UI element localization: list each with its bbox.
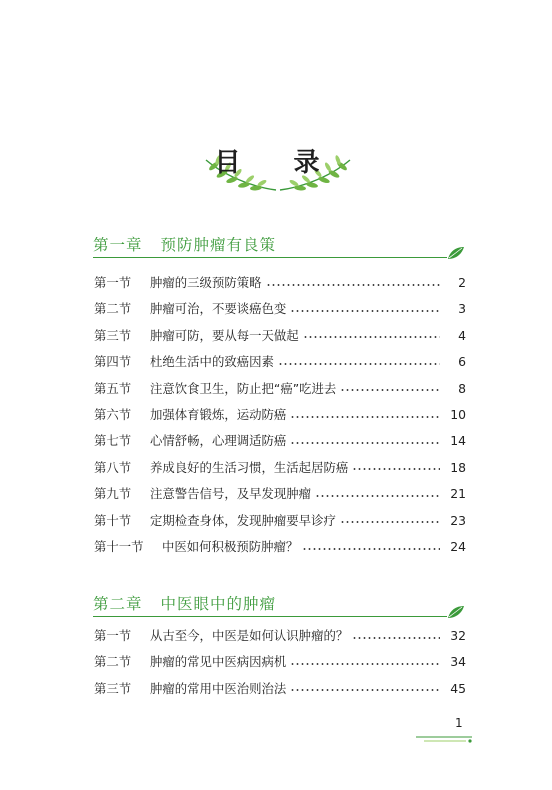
chapter-heading bbox=[93, 234, 465, 256]
page-ref: 45 bbox=[450, 680, 466, 696]
section-title: 肿瘤可防，要从每一天做起 bbox=[150, 327, 299, 343]
toc-entry[interactable] bbox=[94, 402, 466, 428]
page-number: 1 bbox=[455, 716, 463, 730]
toc-entry[interactable] bbox=[94, 428, 466, 454]
section-title: 加强体育锻炼，运动防癌 bbox=[150, 406, 287, 422]
page-ref: 24 bbox=[450, 538, 466, 554]
section-title: 心情舒畅，心理调适防癌 bbox=[150, 433, 287, 449]
page-ref: 10 bbox=[450, 406, 466, 422]
chapter-number: 第二章 bbox=[93, 595, 143, 613]
chapter-divider bbox=[93, 616, 447, 617]
dot-leader bbox=[315, 495, 440, 497]
dot-leader bbox=[352, 637, 440, 639]
leaf-icon bbox=[447, 246, 465, 260]
section-label: 第一节 bbox=[94, 275, 132, 290]
toc-entry[interactable] bbox=[94, 323, 466, 349]
section-title: 注意饮食卫生，防止把“癌”吃进去 bbox=[150, 380, 337, 396]
dot-leader bbox=[266, 284, 440, 286]
toc-entry[interactable] bbox=[94, 481, 466, 507]
section-label: 第五节 bbox=[94, 380, 132, 396]
dot-leader bbox=[278, 363, 440, 365]
toc-entry[interactable] bbox=[94, 676, 466, 702]
dot-leader bbox=[290, 663, 440, 665]
page-ref: 34 bbox=[450, 654, 466, 670]
section-label: 第二节 bbox=[94, 301, 132, 317]
toc-header bbox=[200, 136, 356, 196]
section-title: 杜绝生活中的致癌因素 bbox=[150, 354, 274, 370]
toc-entry[interactable] bbox=[94, 649, 466, 675]
page-ref: 4 bbox=[458, 327, 466, 343]
section-label: 第三节 bbox=[94, 680, 132, 696]
chapter-number: 第一章 bbox=[93, 236, 143, 254]
section-title: 肿瘤的常见中医病因病机 bbox=[150, 654, 287, 670]
page-ref: 14 bbox=[450, 433, 466, 449]
section-label: 第六节 bbox=[94, 406, 132, 422]
toc-entry[interactable] bbox=[94, 623, 466, 649]
section-label: 第三节 bbox=[94, 327, 132, 343]
section-title: 注意警告信号，及早发现肿瘤 bbox=[150, 486, 312, 502]
dot-leader bbox=[290, 416, 440, 418]
page-title: 目 录 bbox=[214, 148, 342, 178]
page-ref: 32 bbox=[450, 628, 466, 643]
toc-entry[interactable] bbox=[94, 376, 466, 402]
toc-list bbox=[94, 623, 466, 702]
section-title: 肿瘤的三级预防策略 bbox=[150, 275, 262, 290]
section-label: 第十节 bbox=[94, 512, 132, 528]
page-ref: 23 bbox=[450, 512, 466, 528]
leaf-icon bbox=[447, 605, 465, 619]
section-label: 第七节 bbox=[94, 433, 132, 449]
toc-entry[interactable] bbox=[94, 534, 466, 560]
toc-entry[interactable] bbox=[94, 296, 466, 322]
dot-leader bbox=[290, 442, 440, 444]
dot-leader bbox=[340, 389, 440, 391]
page-ref: 18 bbox=[450, 459, 466, 475]
dot-leader bbox=[302, 548, 440, 550]
chapter-divider bbox=[93, 257, 447, 258]
page-ref: 3 bbox=[458, 301, 466, 317]
section-label: 第一节 bbox=[94, 628, 132, 643]
toc-entry[interactable] bbox=[94, 508, 466, 534]
section-label: 第二节 bbox=[94, 654, 132, 670]
section-label: 第十一节 bbox=[94, 538, 144, 554]
section-title: 肿瘤的常用中医治则治法 bbox=[150, 680, 287, 696]
page-ref: 8 bbox=[458, 380, 466, 396]
chapter-title: 中医眼中的肿瘤 bbox=[160, 595, 277, 613]
section-title: 定期检查身体，发现肿瘤要早诊疗 bbox=[150, 512, 336, 528]
chapter-heading bbox=[93, 593, 465, 615]
section-title: 从古至今，中医是如何认识肿瘤的？ bbox=[150, 628, 349, 643]
section-label: 第八节 bbox=[94, 459, 132, 475]
section-title: 中医如何积极预防肿瘤？ bbox=[162, 538, 299, 554]
section-label: 第四节 bbox=[94, 354, 132, 370]
toc-list bbox=[94, 270, 466, 560]
page-ref: 2 bbox=[458, 275, 466, 290]
chapter-title: 预防肿瘤有良策 bbox=[160, 236, 277, 254]
dot-leader bbox=[290, 689, 440, 691]
section-title: 肿瘤可治，不要谈癌色变 bbox=[150, 301, 287, 317]
dot-leader bbox=[290, 310, 440, 312]
section-title: 养成良好的生活习惯，生活起居防癌 bbox=[150, 459, 349, 475]
toc-entry[interactable] bbox=[94, 455, 466, 481]
dot-leader bbox=[352, 468, 440, 470]
dot-leader bbox=[340, 521, 440, 523]
toc-entry[interactable] bbox=[94, 349, 466, 375]
toc-entry[interactable] bbox=[94, 270, 466, 296]
footer-rule-ornament bbox=[416, 732, 476, 746]
section-label: 第九节 bbox=[94, 486, 132, 502]
dot-leader bbox=[303, 336, 440, 338]
page-ref: 6 bbox=[458, 354, 466, 370]
page-ref: 21 bbox=[450, 486, 466, 502]
